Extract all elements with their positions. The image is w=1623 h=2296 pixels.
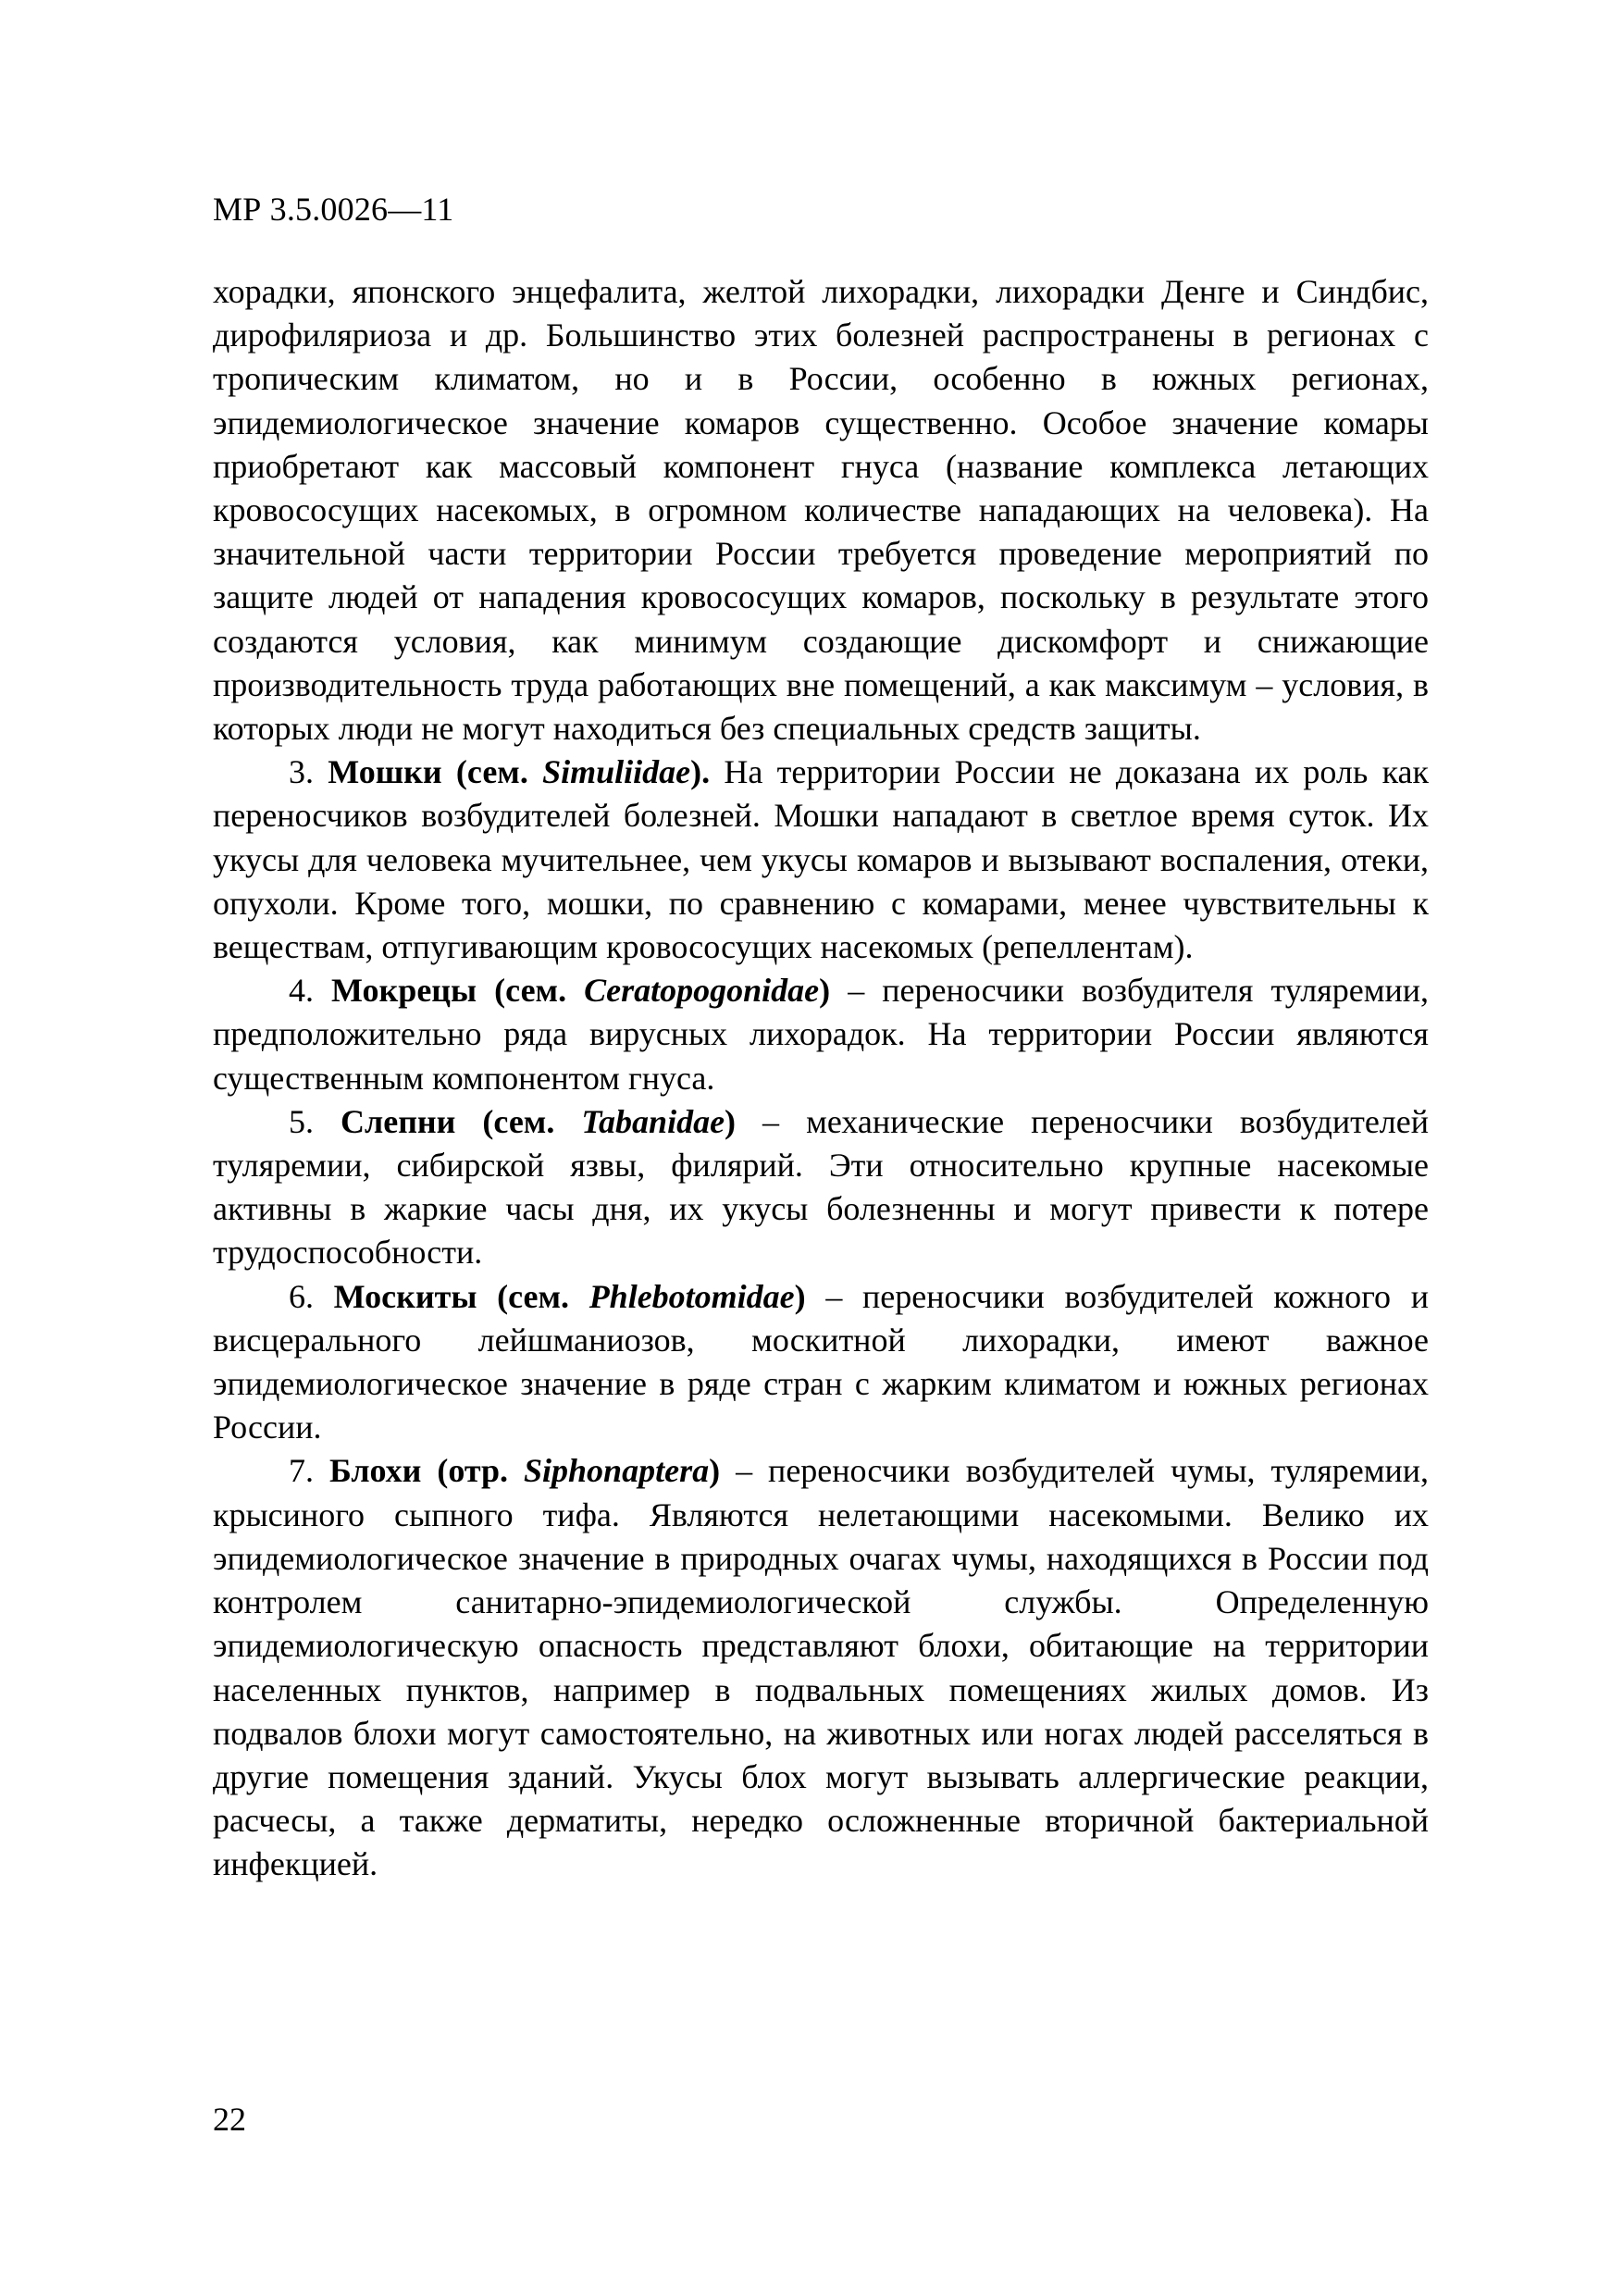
item-number: 4. (289, 972, 314, 1010)
item-heading (334, 1278, 806, 1315)
item-number: 6. (289, 1277, 314, 1315)
item-latin-name: Phlebotomidae (588, 1277, 795, 1315)
paragraph-text: – переносчики возбудителя туляремии, предположительно ряда вирусных лихорадок. На территории России являются существенным компонентом гнуса. (213, 972, 1430, 1097)
paragraph-text: – переносчики возбудителей кожного и висцерального лейшманиозов, москитной лихорадки, имеют важное эпидемиологическое значение в ряде стран с жарким климатом и южных регионах России. (213, 1277, 1429, 1446)
paragraph-item-6 (213, 1275, 1429, 1450)
item-name: Мошки (сем. (328, 753, 528, 791)
body-text (213, 270, 1429, 1887)
item-latin-name: Siphonaptera (524, 1452, 710, 1490)
paragraph-continuation (213, 270, 1429, 751)
item-latin-name: Ceratopogonidae (584, 972, 820, 1010)
item-latin-name: Simuliidae (542, 753, 691, 791)
paragraph-item-5 (213, 1100, 1429, 1275)
item-heading (328, 753, 710, 790)
item-name: Блохи (отр. (329, 1452, 509, 1490)
paragraph-item-7 (213, 1449, 1429, 1886)
running-header: МР 3.5.0026—11 (213, 191, 454, 228)
item-number: 3. (289, 753, 314, 791)
item-number: 7. (289, 1452, 314, 1490)
paragraph-text: – механические переносчики возбудителей туляремии, сибирской язвы, филярий. Эти относительно крупные насекомые активны в жаркие часы дня, их укусы болезненны и могут привести к потере трудоспособности. (213, 1102, 1430, 1272)
paragraph-text: – переносчики возбудителей чумы, туляремии, крысиного сыпного тифа. Являются нелетающими насекомыми. Велико их эпидемиологическое значение в природных очагах чумы, находящихся в России под контролем санитарно-эпидемиологической службы. Определенную эпидемиологическую опасность представляют блохи, обитающие на территории населенных пунктов, например в подвальных помещениях жилых домов. Из подвалов блохи могут самостоятельно, на животных или ногах людей расселяться в другие помещения зданий. Укусы блох могут вызывать аллергические реакции, расчесы, а также дерматиты, нередко осложненные вторичной бактериальной инфекцией. (213, 1452, 1430, 1883)
page-number: 22 (213, 2101, 246, 2138)
paragraph-item-3 (213, 751, 1429, 969)
paragraph-item-4 (213, 969, 1429, 1100)
item-number: 5. (289, 1102, 314, 1140)
item-heading-close: ) (819, 972, 831, 1010)
item-heading-close: ) (725, 1102, 737, 1140)
paragraph-text: хорадки, японского энцефалита, желтой лихорадки, лихорадки Денге и Синдбис, дирофиляриоза и др. Большинство этих болезней распространены в регионах с тропическим климатом, но и в России, особенно в южных регионах, эпидемиологическое значение комаров существенно. Особое значение комары приобретают как массовый компонент гнуса (название комплекса летающих кровососущих насекомых, в огромном количестве нападающих на человека). На значительной части территории России требуется проведение мероприятий по защите людей от нападения кровососущих комаров, поскольку в результате этого создаются условия, как минимум создающие дискомфорт и снижающие производительность труда работающих вне помещений, а как максимум – условия, в которых люди не могут находиться без специальных средств защиты. (213, 273, 1429, 748)
paragraph-text: На территории России не доказана их роль как переносчиков возбудителей болезней. Мошки нападают в светлое время суток. Их укусы для человека мучительнее, чем укусы комаров и вызывают воспаления, отеки, опухоли. Кроме того, мошки, по сравнению с комарами, менее чувствительны к веществам, отпугивающим кровососущих насекомых (репеллентам). (213, 753, 1429, 966)
item-heading (341, 1103, 736, 1140)
item-heading-close: ) (794, 1277, 806, 1315)
item-heading-close: ). (690, 753, 711, 791)
item-name: Мокрецы (сем. (331, 972, 567, 1010)
item-latin-name: Tabanidae (581, 1102, 725, 1140)
item-heading (329, 1452, 720, 1489)
item-name: Слепни (сем. (341, 1102, 555, 1140)
item-name: Москиты (сем. (333, 1277, 570, 1315)
item-heading (331, 972, 830, 1009)
item-heading-close: ) (709, 1452, 721, 1490)
